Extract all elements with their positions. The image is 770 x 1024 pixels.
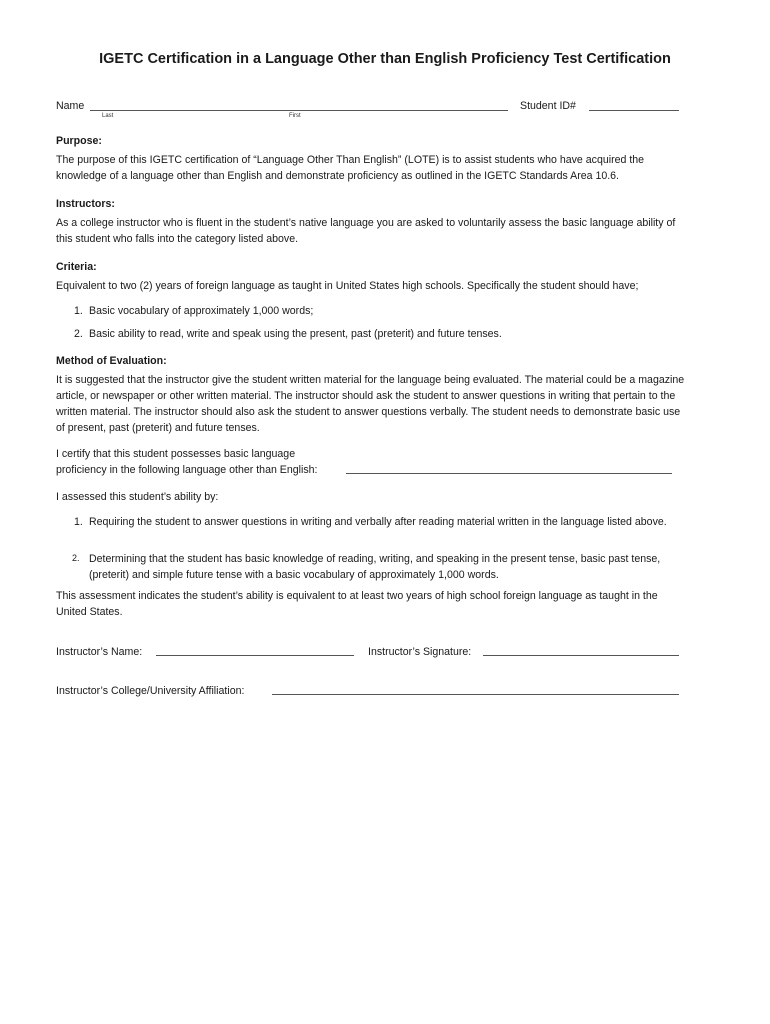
name-label: Name (56, 100, 85, 112)
instructors-heading: Instructors: (56, 198, 115, 210)
instructor-name-field[interactable] (156, 655, 354, 656)
name-field[interactable] (90, 110, 508, 111)
purpose-heading: Purpose: (56, 135, 102, 147)
student-id-label: Student ID# (520, 100, 576, 112)
criteria-item-number: 2. (74, 328, 83, 340)
method-heading: Method of Evaluation: (56, 355, 167, 367)
instructor-signature-label: Instructor’s Signature: (368, 646, 472, 658)
purpose-text: The purpose of this IGETC certification of “Language Other Than English” (LOTE) is to assist students who have acquired the knowledge of a language other than English and demonstrate proficiency as outlined in the IGETC Standards Area 10.6. (56, 154, 645, 182)
criteria-text: Equivalent to two (2) years of foreign language as taught in United States high schools. Specifically the student should have; (56, 280, 639, 292)
criteria-heading: Criteria: (56, 261, 97, 273)
conclusion-text: This assessment indicates the student’s ability is equivalent to at least two years of high school foreign language as taught in the United States. (56, 590, 658, 618)
last-name-label: Last (102, 113, 114, 119)
affiliation-field[interactable] (272, 694, 679, 695)
instructors-text: As a college instructor who is fluent in the student’s native language you are asked to voluntarily assess the basic language ability of this student who falls into the category listed above. (56, 217, 676, 245)
method-text: It is suggested that the instructor give the student written material for the language being evaluated. The material could be a magazine article, or newspaper or other written material. The instructor should ask the student to answer questions in writing that pertain to the written material. The instructor should also ask the student to answer questions verbally. The student needs to demonstrate basic use of present, past (preterit) and future tenses. (56, 374, 685, 434)
certify-line-2: proficiency in the following language other than English: (56, 464, 318, 476)
page-title: IGETC Certification in a Language Other than English Proficiency Test Certification (99, 51, 671, 67)
assessed-item: Requiring the student to answer questions in writing and verbally after reading material written in the language listed above. (89, 516, 667, 528)
assessed-item-number: 1. (74, 516, 83, 528)
instructor-name-label: Instructor’s Name: (56, 646, 143, 658)
affiliation-label: Instructor’s College/University Affiliation: (56, 685, 245, 697)
criteria-item: Basic vocabulary of approximately 1,000 words; (89, 305, 314, 317)
assessed-item-number: 2. (72, 553, 80, 563)
language-field[interactable] (346, 473, 672, 474)
certify-line-1: I certify that this student possesses basic language (56, 448, 296, 460)
criteria-item-number: 1. (74, 305, 83, 317)
assessed-intro: I assessed this student’s ability by: (56, 491, 219, 503)
criteria-item: Basic ability to read, write and speak using the present, past (preterit) and future tenses. (89, 328, 502, 340)
student-id-field[interactable] (589, 110, 679, 111)
assessed-item: Determining that the student has basic knowledge of reading, writing, and speaking in the present tense, basic past tense, (preterit) and simple future tense with a basic vocabulary of approximately 1,000 words. (89, 553, 661, 581)
instructor-signature-field[interactable] (483, 655, 679, 656)
first-name-label: First (289, 113, 301, 119)
